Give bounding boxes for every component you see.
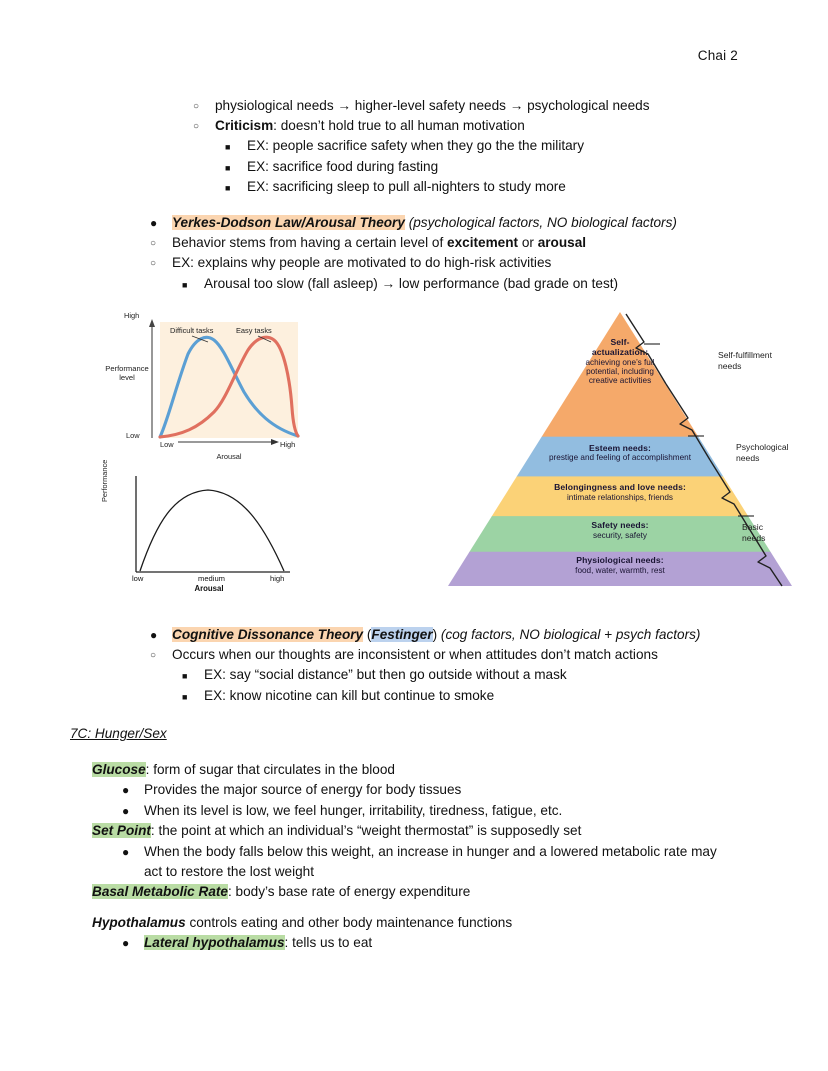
text-run: EX: sacrifice food during fasting — [247, 158, 439, 174]
list-item-text — [204, 665, 740, 685]
text-run: Arousal too slow (fall asleep) → low performance (bad grade on test) — [204, 275, 619, 291]
list-item — [120, 213, 740, 233]
chart-y-tick-high: High — [124, 311, 140, 320]
page-header: Chai 2 — [697, 48, 738, 63]
pyramid-tier-detail: food, water, warmth, rest — [575, 565, 665, 575]
list-bullet-disc-icon: ● — [122, 803, 130, 818]
list-bullet-disc-icon: ● — [122, 783, 130, 798]
list-bullet-disc-icon: ● — [150, 628, 158, 642]
chart-y-tick-low: Low — [126, 431, 140, 440]
text-run: or — [518, 235, 538, 251]
text-run: Cognitive Dissonance Theory — [172, 627, 364, 642]
list-item-text — [215, 96, 738, 116]
text-run: EX: know nicotine can kill but continue to smoke — [204, 687, 495, 703]
pyramid-tier-heading: Esteem needs: — [589, 442, 651, 453]
list-bullet-disc-icon: ● — [122, 844, 130, 859]
text-run: EX: people sacrifice safety when they go the the military — [247, 138, 584, 154]
list-item — [163, 136, 738, 156]
list-item — [92, 821, 737, 841]
text-run: When the body falls below this weight, an increase in hunger and a lowered metabolic rate may act to restore the lost weight — [144, 843, 717, 880]
list-bullet-square-icon: ■ — [182, 671, 188, 682]
list-item — [163, 157, 738, 177]
pyramid-bracket-basic: Basic needs — [742, 522, 766, 543]
chart-inverted-u — [100, 459, 309, 598]
text-run: Glucose — [92, 762, 146, 777]
text-run: : the point at which an individual’s “weight thermostat” is supposedly set — [150, 823, 582, 839]
list-item-text — [215, 116, 738, 136]
diagram-maslow-hierarchy — [440, 308, 812, 600]
chart-x-tick-high: High — [280, 440, 296, 449]
list-item — [92, 903, 737, 913]
list-bullet-square-icon: ■ — [225, 182, 231, 193]
chart2-x-tick-high: high — [270, 574, 285, 583]
pyramid-tier-detail: prestige and feeling of accomplishment — [549, 453, 691, 463]
list-bullet-circle-icon: ○ — [150, 650, 157, 662]
list-item-text — [144, 801, 737, 821]
chart-series-label-easy: Easy tasks — [236, 326, 272, 335]
pyramid-tier-heading: Physiological needs: — [576, 554, 664, 565]
text-run: EX: say “social distance” but then go outside without a mask — [204, 667, 567, 683]
list-item-text — [172, 625, 740, 645]
text-run: : form of sugar that circulates in the blood — [145, 762, 395, 777]
list-bullet-square-icon: ■ — [225, 162, 231, 173]
list-item — [120, 253, 740, 273]
pyramid-tier-detail: security, safety — [593, 530, 647, 540]
text-run: Hypothalamus — [92, 914, 186, 930]
pyramid-bracket-self-fulfillment: Self-fulfillment needs — [718, 350, 772, 371]
list-item-text — [144, 842, 737, 883]
chart2-x-axis-label: Arousal — [194, 584, 224, 593]
list-bullet-circle-icon: ○ — [193, 121, 200, 133]
list-item — [163, 177, 738, 197]
pyramid-tier-heading: Belongingness and love needs: — [554, 482, 686, 493]
list-item — [120, 686, 740, 706]
chart-series-label-difficult: Difficult tasks — [170, 326, 214, 335]
list-item-text — [204, 274, 740, 294]
text-run: Occurs when our thoughts are inconsistent or when attitudes don’t match actions — [172, 647, 658, 663]
outline-hunger-sex — [92, 760, 737, 954]
list-item-text — [172, 253, 740, 273]
text-run: (cog factors, NO biological + psych factors) — [440, 627, 701, 642]
text-run: physiological needs → higher-level safety needs → psychological needs — [215, 98, 650, 113]
list-item — [120, 274, 740, 294]
list-item — [163, 96, 738, 116]
list-item — [92, 842, 737, 883]
pyramid-tier-heading: Self- actualization: — [591, 337, 649, 357]
list-bullet-square-icon: ■ — [182, 691, 188, 702]
text-run: (psychological factors, NO biological factors) — [408, 215, 677, 230]
list-item-text — [144, 780, 737, 800]
list-item — [120, 625, 740, 645]
list-bullet-square-icon: ■ — [225, 142, 231, 153]
text-run: Festinger — [371, 627, 433, 642]
text-run: : doesn’t hold true to all human motivation — [273, 118, 525, 134]
pyramid-bracket-psychological: Psychological needs — [736, 442, 789, 463]
list-bullet-circle-icon: ○ — [150, 238, 157, 250]
list-item-text — [172, 233, 740, 253]
list-item — [163, 116, 738, 136]
list-item — [92, 780, 737, 800]
pyramid-tier-heading: Safety needs: — [591, 519, 649, 530]
list-item-text — [172, 213, 740, 233]
list-item-text — [92, 760, 737, 780]
list-item — [120, 665, 740, 685]
text-run: : body’s base rate of energy expenditure — [227, 884, 471, 900]
section-heading-7c: 7C: Hunger/Sex — [70, 726, 167, 741]
chart2-x-tick-medium: medium — [198, 574, 226, 583]
text-run: EX: explains why people are motivated to do high-risk activities — [172, 255, 552, 271]
list-bullet-circle-icon: ○ — [150, 258, 157, 270]
list-bullet-square-icon: ■ — [182, 279, 188, 290]
list-item-text — [92, 821, 737, 841]
list-item-text — [92, 882, 737, 902]
list-item — [120, 645, 740, 665]
list-item-text — [172, 645, 740, 665]
list-item — [120, 233, 740, 253]
chart-x-tick-low: Low — [160, 440, 174, 449]
text-run: Provides the major source of energy for body tissues — [144, 782, 462, 798]
chart-y-axis-label: Performance level — [105, 364, 149, 383]
outline-maslow-criticism — [163, 96, 738, 197]
text-run: Set Point — [92, 823, 151, 839]
list-item-text — [92, 913, 737, 933]
outline-yerkes-dodson — [120, 213, 740, 294]
text-run: Criticism — [215, 118, 274, 134]
list-item — [92, 933, 737, 953]
pyramid-tier-detail: intimate relationships, friends — [566, 492, 674, 502]
text-run: ( — [363, 627, 372, 642]
list-bullet-disc-icon: ● — [150, 216, 158, 230]
text-run: Yerkes-Dodson Law/Arousal Theory — [172, 215, 405, 230]
list-item-text — [204, 686, 740, 706]
text-run: excitement — [447, 235, 519, 251]
pyramid-tier-detail: achieving one’s full potential, including creative activities — [585, 357, 655, 385]
chart-yerkes-dodson-curves — [96, 308, 311, 468]
list-item — [92, 760, 737, 780]
chart-x-axis-label: Arousal — [216, 452, 242, 461]
text-run: When its level is low, we feel hunger, irritability, tiredness, fatigue, etc. — [144, 802, 563, 818]
list-item-text — [247, 157, 738, 177]
outline-cognitive-dissonance — [120, 625, 740, 706]
text-run: arousal — [537, 235, 587, 251]
chart2-x-tick-low: low — [132, 574, 144, 583]
text-run: ) — [432, 627, 441, 642]
list-item — [92, 882, 737, 902]
list-item-text — [144, 933, 737, 953]
list-item-text — [247, 136, 738, 156]
text-run: Behavior stems from having a certain level of — [172, 235, 448, 251]
list-item — [92, 913, 737, 933]
chart2-y-axis-label: Performance — [100, 459, 109, 502]
text-run: Basal Metabolic Rate — [92, 884, 228, 900]
text-run: controls eating and other body maintenance functions — [185, 914, 513, 930]
text-run: Lateral hypothalamus — [144, 935, 285, 951]
text-run: : tells us to eat — [284, 935, 373, 951]
list-bullet-disc-icon: ● — [122, 936, 130, 951]
list-bullet-circle-icon: ○ — [193, 101, 200, 112]
text-run: EX: sacrificing sleep to pull all-nighters to study more — [247, 178, 566, 194]
list-item — [92, 801, 737, 821]
list-item-text — [247, 177, 738, 197]
